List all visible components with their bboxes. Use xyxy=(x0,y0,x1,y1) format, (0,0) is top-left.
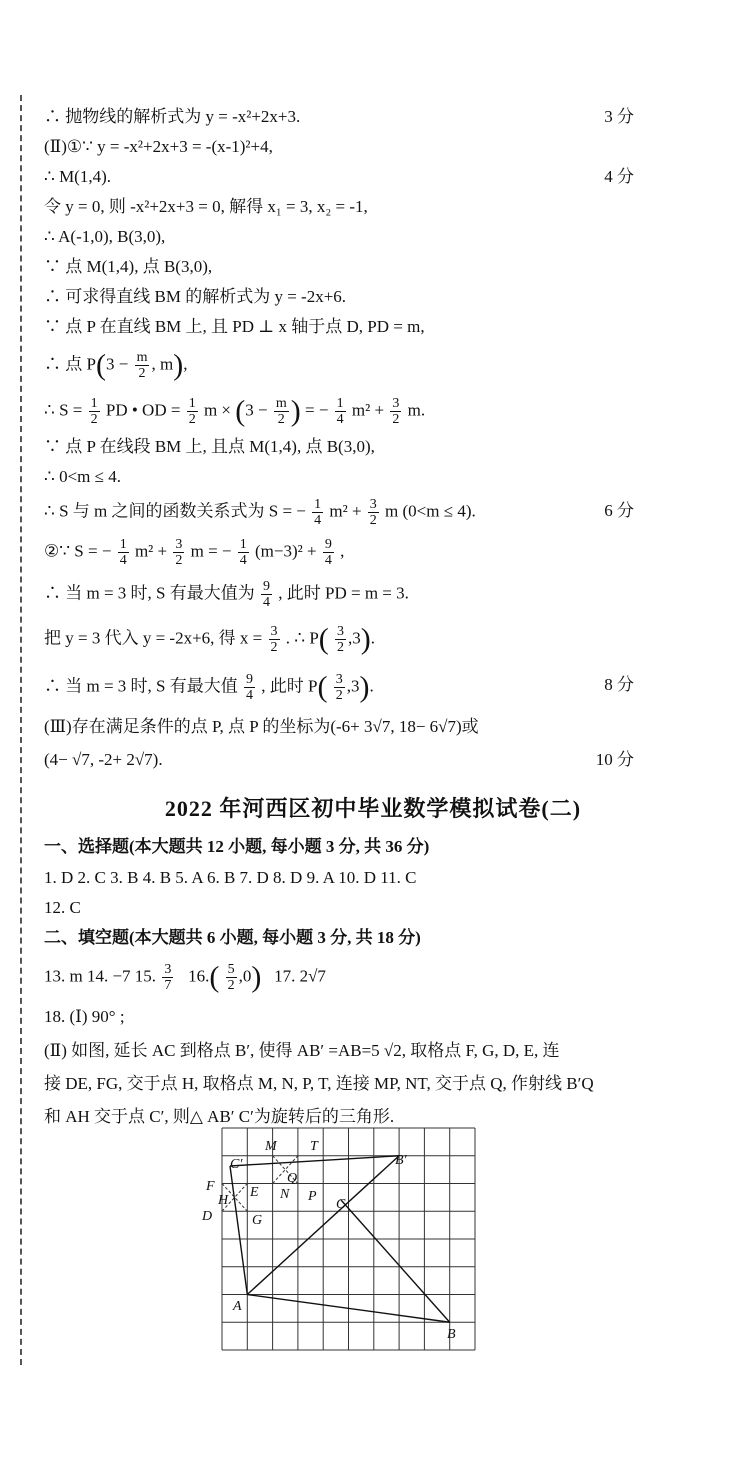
line-parabola: ∴ 抛物线的解析式为 y = -x²+2x+3. xyxy=(44,107,301,126)
line-part3-cont: (4− √7, -2+ 2√7). xyxy=(44,750,163,769)
label-A: A xyxy=(233,1299,242,1314)
line-part3: (Ⅲ)存在满足条件的点 P, 点 P 的坐标为(-6+ 3√7, 18− 6√7)或 xyxy=(44,717,479,736)
q18-part2-line1: (Ⅱ) 如图, 延长 AC 到格点 B′, 使得 AB′ =AB=5 √2, 取格点 F, G, D, E, 连 xyxy=(44,1041,560,1060)
line-max-2: ∴ 当 m = 3 时, S 有最大值 $\frac{9}{4}$ , 此时 P( $\frac{3}{2}$ ,3). xyxy=(44,670,374,704)
label-E: E xyxy=(250,1185,259,1200)
score-6: 6 分 xyxy=(604,501,634,520)
score-10: 10 分 xyxy=(595,750,634,769)
page-title: 2022 年河西区初中毕业数学模拟试卷(二) xyxy=(164,796,582,821)
line-S-function: ∴ S 与 m 之间的函数关系式为 S = − $\frac{1}{4}$ m² + $\frac{3}{2}$ m (0<m ≤ 4). xyxy=(44,497,476,528)
line-on-segment: ∵ 点 P 在线段 BM 上, 且点 M(1,4), 点 B(3,0), xyxy=(44,437,375,456)
label-F: F xyxy=(206,1179,215,1194)
score-3: 3 分 xyxy=(604,107,634,126)
label-T: T xyxy=(310,1139,318,1154)
line-S-formula: ∴ S = $\frac{1}{2}$ PD • OD = $\frac{1}{2}$ m × (3 − $\frac{m}{2}$ ) = − $\frac{1}{4}$ m² + $\frac{3}{2}$ m. xyxy=(44,394,426,428)
choice-answers-cont: 12. C xyxy=(44,898,81,917)
choice-answers: 1. D 2. C 3. B 4. B 5. A 6. B 7. D 8. D 9. A 10. D 11. C xyxy=(44,868,417,887)
line-M-B: ∵ 点 M(1,4), 点 B(3,0), xyxy=(44,257,213,276)
grid-lines xyxy=(222,1128,475,1350)
label-H: H xyxy=(218,1193,229,1208)
label-D: D xyxy=(202,1209,213,1224)
line-BM: ∴ 可求得直线 BM 的解析式为 y = -2x+6. xyxy=(44,287,347,306)
line-M: ∴ M(1,4). xyxy=(44,167,112,186)
line-roots: 令 y = 0, 则 -x²+2x+3 = 0, 解得 x₁ = 3, x₂ = -1, xyxy=(44,197,368,216)
label-P: P xyxy=(308,1189,317,1204)
q18-part2-line3: 和 AH 交于点 C′, 则△ AB′ C′为旋转后的三角形. xyxy=(44,1107,395,1126)
line-A-B: ∴ A(-1,0), B(3,0), xyxy=(44,227,166,246)
section-choice: 一、选择题(本大题共 12 小题, 每小题 3 分, 共 36 分) xyxy=(44,837,430,856)
label-M: M xyxy=(265,1139,277,1154)
binding-margin-line xyxy=(20,95,22,1365)
score-8: 8 分 xyxy=(604,675,634,694)
line-vertex-form: (Ⅱ)①∵ y = -x²+2x+3 = -(x-1)²+4, xyxy=(44,137,273,156)
label-Q: Q xyxy=(287,1171,298,1186)
label-G: G xyxy=(252,1213,263,1228)
score-4: 4 分 xyxy=(604,167,634,186)
label-B-prime: B′ xyxy=(395,1153,407,1168)
line-m-range: ∴ 0<m ≤ 4. xyxy=(44,467,121,486)
line-P-coord: ∴ 点 P(3 − $\frac{m}{2}$ , m), xyxy=(44,348,188,382)
label-N: N xyxy=(280,1187,290,1202)
label-C: C xyxy=(336,1197,346,1212)
fill-answers: 13. m 14. −7 15. $\frac{3}{7}$ 16.( $\frac{5}{2}$ ,0) 17. 2√7 xyxy=(44,960,326,994)
line-max-1: ∴ 当 m = 3 时, S 有最大值为 $\frac{9}{4}$ , 此时 PD = m = 3. xyxy=(44,579,409,610)
geometry-grid-figure xyxy=(190,1120,490,1360)
section-fill: 二、填空题(本大题共 6 小题, 每小题 3 分, 共 18 分) xyxy=(44,928,421,947)
label-B: B xyxy=(447,1327,456,1342)
line-substitute: 把 y = 3 代入 y = -2x+6, 得 x = $\frac{3}{2}$ . ∴ P( $\frac{3}{2}$ ,3). xyxy=(44,622,376,656)
label-C-prime: C′ xyxy=(230,1157,243,1172)
q18-part1: 18. (Ⅰ) 90° ; xyxy=(44,1007,125,1026)
fraction: $\frac{m}{2}$ xyxy=(136,350,148,381)
line-PD: ∵ 点 P 在直线 BM 上, 且 PD ⊥ x 轴于点 D, PD = m, xyxy=(44,317,425,336)
q18-part2-line2: 接 DE, FG, 交于点 H, 取格点 M, N, P, T, 连接 MP, NT, 交于点 Q, 作射线 B′Q xyxy=(44,1074,594,1093)
line-vertex-S: ②∵ S = − $\frac{1}{4}$ m² + $\frac{3}{2}$ m = − $\frac{1}{4}$ (m−3)² + $\frac{9}{4}$ , xyxy=(44,537,345,568)
